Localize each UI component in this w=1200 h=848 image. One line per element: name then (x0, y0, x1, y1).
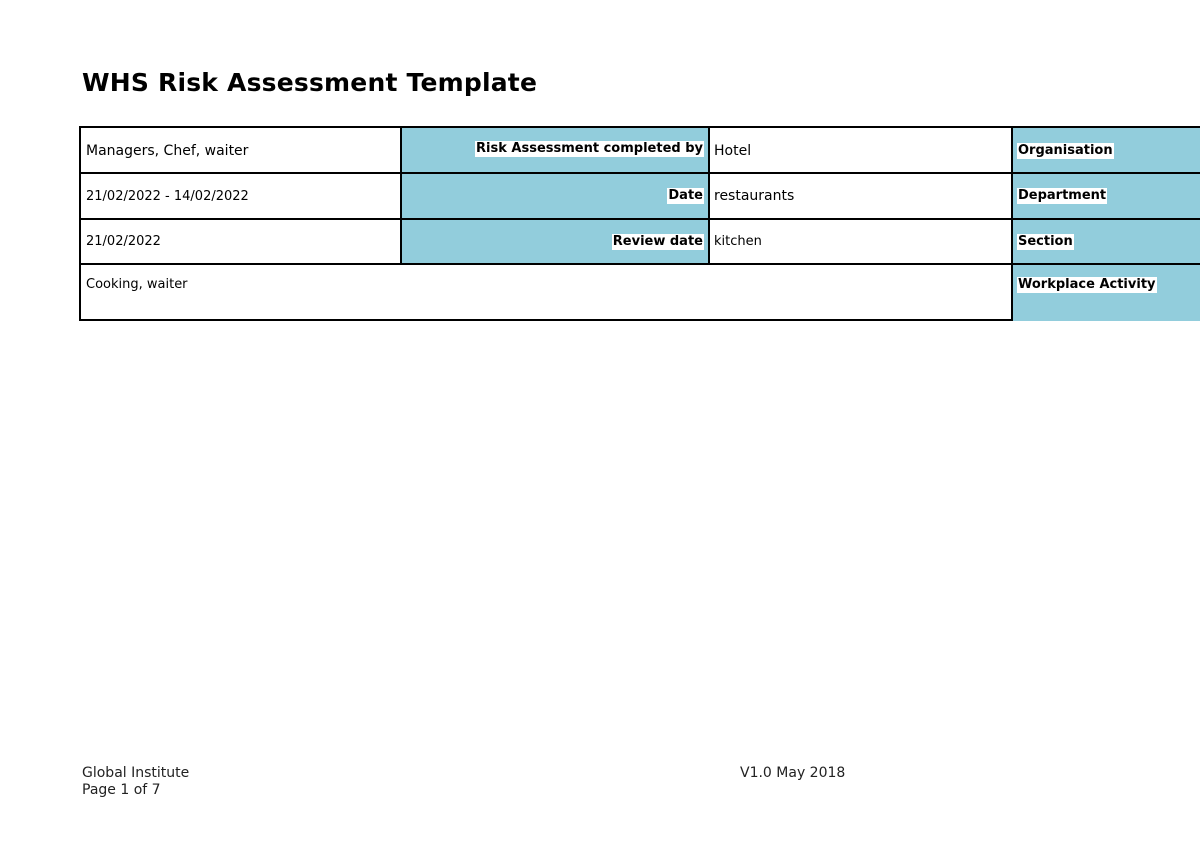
review-date-label-cell (401, 219, 709, 264)
organisation-label: Organisation (1018, 142, 1113, 158)
footer-left (82, 765, 189, 799)
section-value: kitchen (714, 234, 762, 249)
workplace-activity-value: Cooking, waiter (86, 277, 188, 292)
row-divider (81, 263, 1200, 265)
section-label: Section (1018, 233, 1073, 249)
date-value: 21/02/2022 - 14/02/2022 (86, 188, 249, 204)
completed-by-value: Managers, Chef, waiter (86, 142, 249, 159)
footer-version: V1.0 May 2018 (740, 765, 846, 781)
completed-by-label: Risk Assessment completed by (476, 141, 703, 156)
organisation-value: Hotel (714, 142, 752, 159)
workplace-activity-label-cell (1012, 264, 1200, 321)
column-divider (400, 128, 402, 264)
footer-organisation: Global Institute (82, 765, 190, 781)
risk-assessment-form (79, 126, 1200, 321)
row-divider (81, 172, 1200, 174)
organisation-label-cell (1012, 128, 1200, 173)
department-label-cell (1012, 173, 1200, 219)
section-label-cell (1012, 219, 1200, 264)
review-date-value: 21/02/2022 (86, 234, 161, 249)
date-label-cell (401, 173, 709, 219)
department-label: Department (1018, 188, 1107, 203)
date-label: Date (668, 188, 703, 203)
row-divider (81, 218, 1200, 220)
department-value: restaurants (714, 188, 795, 204)
completed-by-label-cell (401, 128, 709, 173)
column-divider (708, 128, 710, 264)
workplace-activity-label: Workplace Activity (1018, 277, 1156, 292)
footer-page-number: Page 1 of 7 (82, 782, 161, 798)
review-date-label: Review date (612, 233, 703, 249)
page-title: WHS Risk Assessment Template (82, 68, 538, 97)
column-divider (1011, 128, 1013, 321)
